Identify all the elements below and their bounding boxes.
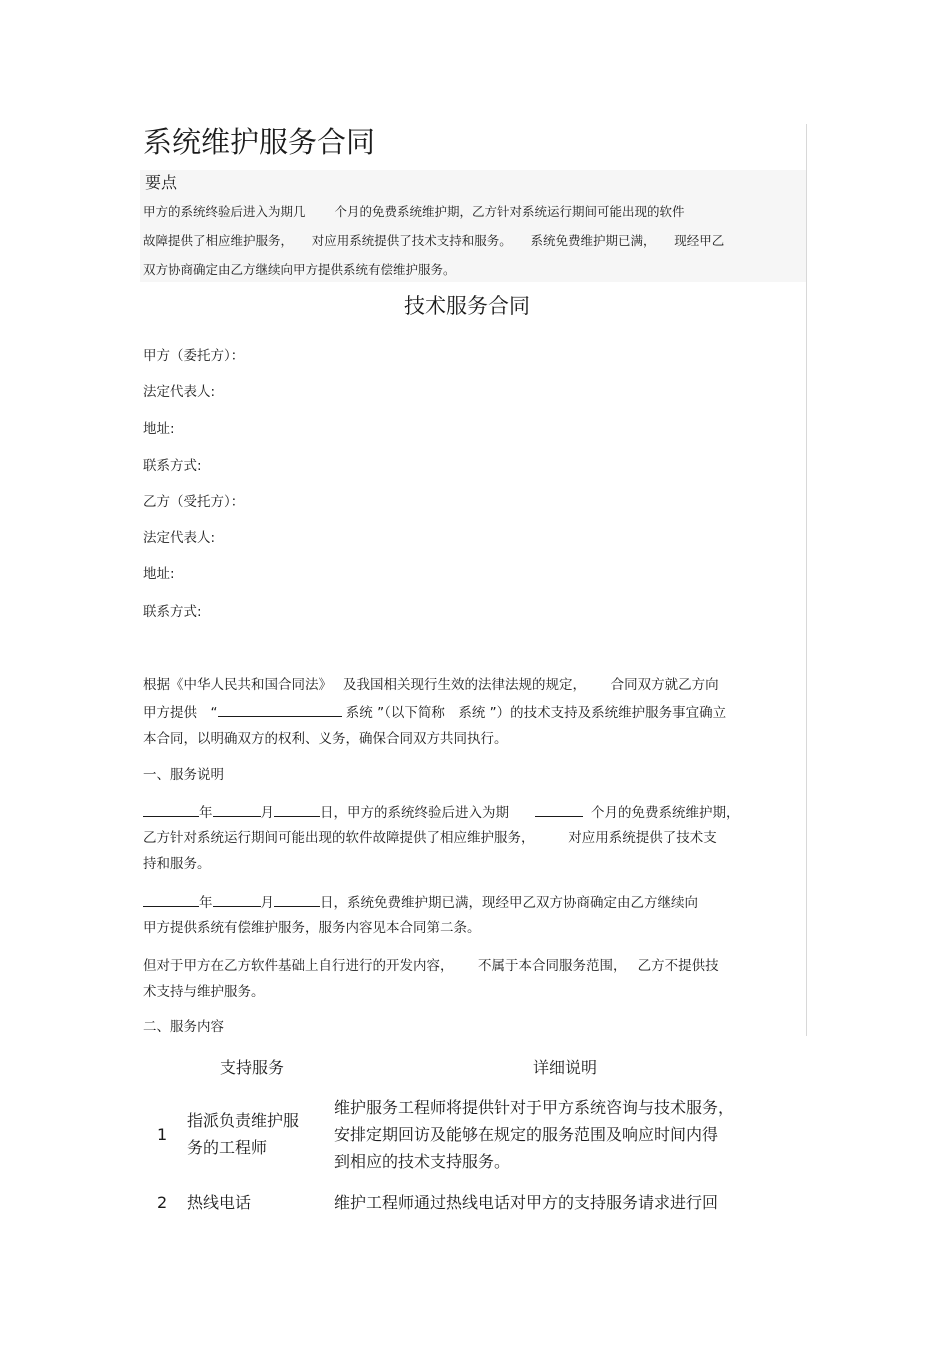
section-1-heading: 一、服务说明 bbox=[143, 767, 224, 783]
section-1-para-1-line: 持和服务。 bbox=[143, 856, 211, 872]
party-b-contact: 联系方式: bbox=[143, 604, 202, 620]
section-1-para-3-line: 但对于甲方在乙方软件基础上自行进行的开发内容， 不属于本合同服务范围， 乙方不提供技 bbox=[143, 958, 719, 974]
contract-title: 技术服务合同 bbox=[404, 294, 530, 318]
service-detail: 安排定期回访及能够在规定的服务范围及响应时间内得 bbox=[334, 1125, 719, 1144]
summary-line: 甲方的系统终验后进入为期几 个月的免费系统维护期，乙方针对系统运行期间可能出现的软件 bbox=[143, 204, 685, 219]
service-name: 指派负责维护服 bbox=[187, 1111, 300, 1130]
table-header-service: 支持服务 bbox=[220, 1058, 285, 1077]
summary-line: 故障提供了相应维护服务， 对应用系统提供了技术支持和服务。 系统免费维护期已满， 现经甲乙 bbox=[143, 233, 725, 248]
section-1-para-1-line: 乙方针对系统运行期间可能出现的软件故障提供了相应维护服务， 对应用系统提供了技术支 bbox=[143, 830, 717, 846]
table-header-detail: 详细说明 bbox=[533, 1058, 598, 1077]
section-1-para-2-line: 甲方提供系统有偿维护服务，服务内容见本合同第二条。 bbox=[143, 920, 481, 936]
intro-line: 本合同，以明确双方的权利、义务，确保合同双方共同执行。 bbox=[143, 731, 508, 747]
service-detail: 维护工程师通过热线电话对甲方的支持服务请求进行回 bbox=[334, 1193, 719, 1212]
section-1-para-3-line: 术支持与维护服务。 bbox=[143, 984, 265, 1000]
month-blank bbox=[213, 802, 261, 817]
row-number: 1 bbox=[157, 1125, 168, 1144]
party-a-rep: 法定代表人: bbox=[143, 384, 216, 400]
section-1-para-1-line: 年 月 日，甲方的系统终验后进入为期 个月的免费系统维护期， bbox=[143, 802, 740, 823]
party-b-label: 乙方（受托方）： bbox=[143, 494, 245, 510]
service-detail: 到相应的技术支持服务。 bbox=[334, 1152, 511, 1171]
year-blank bbox=[143, 802, 199, 817]
page-border-line bbox=[806, 124, 807, 1036]
party-b-rep: 法定代表人: bbox=[143, 530, 216, 546]
document-title: 系统维护服务合同 bbox=[143, 125, 376, 159]
day-blank bbox=[274, 892, 320, 907]
summary-line: 双方协商确定由乙方继续向甲方提供系统有偿维护服务。 bbox=[143, 262, 456, 277]
service-detail: 维护服务工程师将提供针对于甲方系统咨询与技术服务， bbox=[334, 1098, 735, 1117]
month-blank bbox=[213, 892, 261, 907]
party-a-label: 甲方（委托方）： bbox=[143, 348, 245, 364]
service-name: 热线电话 bbox=[187, 1193, 252, 1212]
row-number: 2 bbox=[157, 1193, 168, 1212]
day-blank bbox=[274, 802, 320, 817]
year-blank bbox=[143, 892, 199, 907]
summary-heading: 要点 bbox=[145, 173, 178, 192]
party-a-address: 地址: bbox=[143, 421, 175, 437]
intro-line: 根据《中华人民共和国合同法》 及我国相关现行生效的法律法规的规定， 合同双方就乙方向 bbox=[143, 677, 719, 693]
system-name-blank bbox=[218, 702, 342, 717]
party-b-address: 地址: bbox=[143, 566, 175, 582]
party-a-contact: 联系方式: bbox=[143, 458, 202, 474]
service-name: 务的工程师 bbox=[187, 1138, 268, 1157]
section-2-heading: 二、服务内容 bbox=[143, 1019, 224, 1035]
months-blank bbox=[535, 802, 583, 817]
section-1-para-2-line: 年 月 日，系统免费维护期已满，现经甲乙双方协商确定由乙方继续向 bbox=[143, 892, 698, 913]
intro-line: 甲方提供 “ 系统 ”（以下简称 系统 ”）的技术支持及系统维护服务事宜确立 bbox=[143, 702, 726, 723]
